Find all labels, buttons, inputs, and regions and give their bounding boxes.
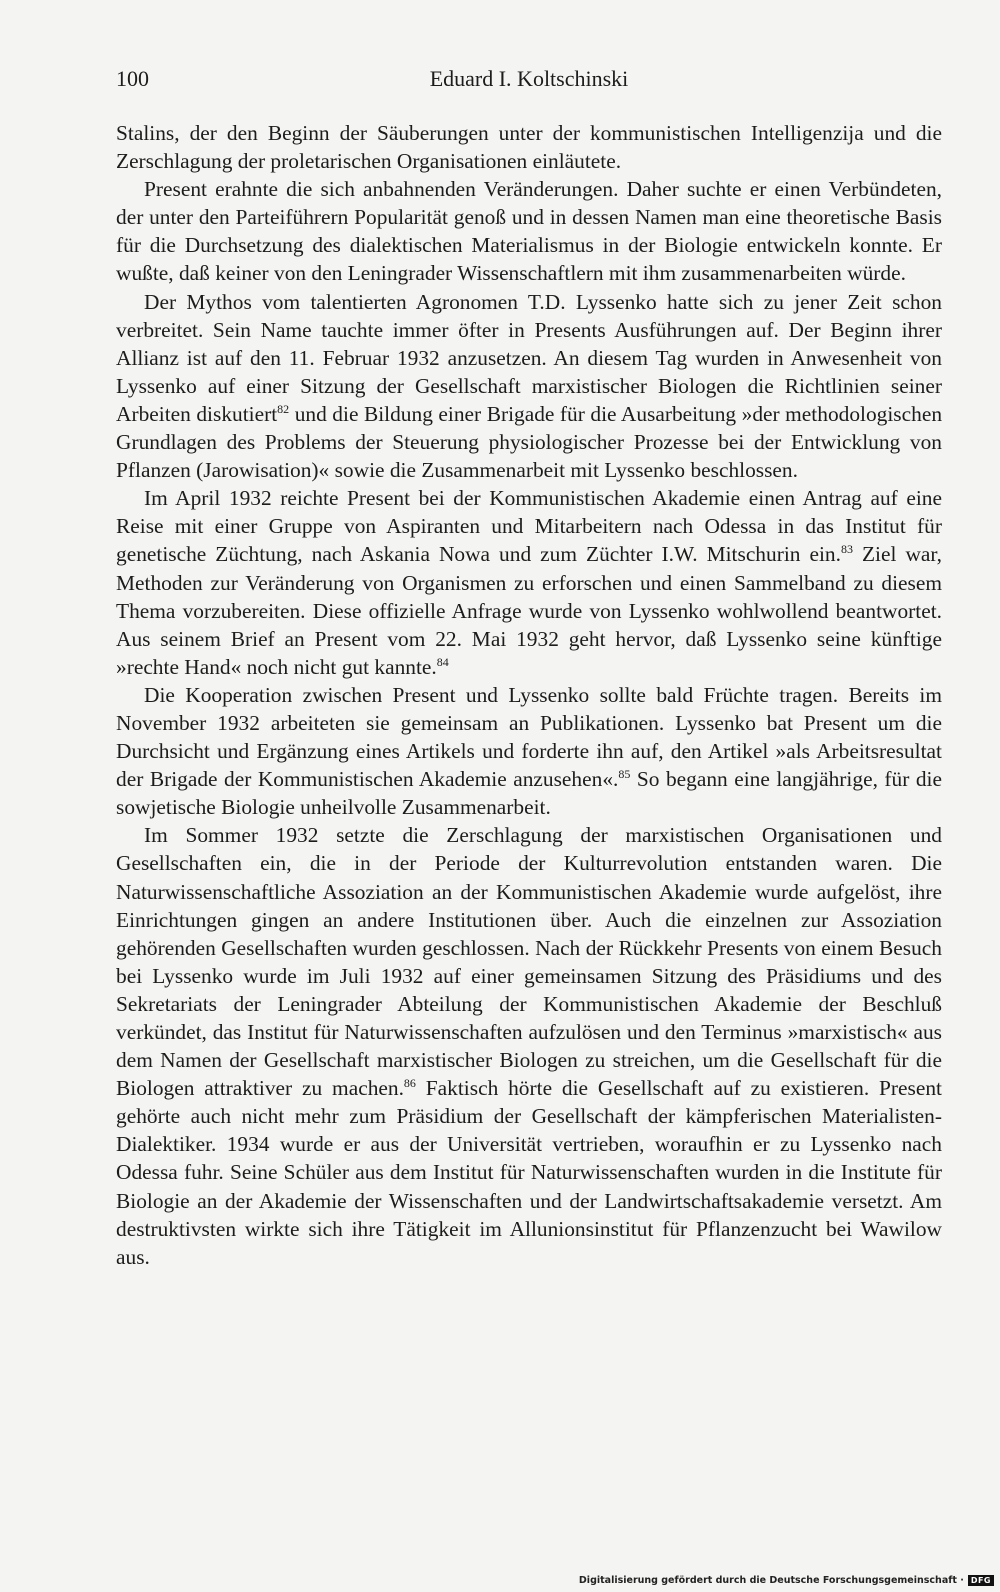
paragraph: Stalins, der den Beginn der Säuberungen unter der kommunistischen Intelligenzija und die Zerschlagung der proletarischen Organisationen einläutete. — [116, 121, 942, 174]
paragraph: Die Kooperation zwischen Present und Lyssenko sollte bald Früchte tragen. Bereits im November 1932 arbeiteten sie gemeinsam an Publikationen. Lyssenko bat Present um die Durchsicht und Ergänzung eines Artikels und forderte ihn auf, den Artikel »als Arbeitsresultat der Brigade der Kommunistischen Akademie anzusehen«.$^{85}$ So begann eine langjährige, für die sowjetische Biologie unheilvolle Zusammenarbeit. — [116, 682, 942, 820]
dfg-logo-icon: DFG — [968, 1575, 994, 1586]
digitization-footer — [579, 1572, 994, 1588]
paragraph: Der Mythos vom talentierten Agronomen T.D. Lyssenko hatte sich zu jener Zeit schon verbreitet. Sein Name tauchte immer öfter in Presents Ausführungen auf. Der Beginn ihrer Allianz ist auf den 11. Februar 1932 anzusetzen. An diesem Tag wurden in Anwesenheit von Lyssenko auf einer Sitzung der Gesellschaft marxistischer Biologen die Richtlinien seiner Arbeiten diskutiert$^{82}$ und die Bildung einer Brigade für die Ausarbeitung »der methodologischen Grundlagen des Problems der Steuerung physiologischer Prozesse bei der Entwicklung von Pflanzen (Jarowisation)« sowie die Zusammenarbeit mit Lyssenko beschlossen. — [116, 289, 943, 483]
running-head — [116, 66, 942, 96]
footnote-ref-84[interactable]: 84 — [436, 654, 449, 669]
running-title: Eduard I. Koltschinski — [429, 66, 629, 91]
footnote-ref-86[interactable]: 86 — [403, 1076, 416, 1091]
paragraph: Im April 1932 reichte Present bei der Kommunistischen Akademie einen Antrag auf eine Reise mit einer Gruppe von Aspiranten und Mitarbeitern nach Odessa in das Institut für genetische Züchtung, nach Askania Nowa und zum Züchter I.W. Mitschurin ein.$^{83}$ Ziel war, Methoden zur Veränderung von Organismen zu erforschen und einen Sammelband zu diesem Thema vorzubereiten. Diese offizielle Anfrage wurde von Lyssenko wohlwollend beantwortet. Aus seinem Brief an Present vom 22. Mai 1932 geht hervor, daß Lyssenko seine künftige »rechte Hand« noch nicht gut kannte.$^{84}$ — [116, 486, 943, 679]
paragraph: Im Sommer 1932 setzte die Zerschlagung der marxistischen Organisationen und Gesellschaften ein, die in der Periode der Kulturrevolution entstanden waren. Die Naturwissenschaftliche Assoziation an der Kommunistischen Akademie wurde aufgelöst, ihre Einrichtungen gingen an andere Institutionen über. Auch die einzelnen zur Assoziation gehörenden Gesellschaften wurden geschlossen. Nach der Rückkehr Presents von einem Besuch bei Lyssenko wurde im Juli 1932 auf einer gemeinsamen Sitzung des Präsidiums und des Sekretariats der Leningrader Abteilung der Kommunistischen Akademie der Beschluß verkündet, das Institut für Naturwissenschaften aufzulösen und den Terminus »marxistisch« aus dem Namen der Gesellschaft marxistischer Biologen zu streichen, um die Gesellschaft für die Biologen attraktiver zu machen.$^{86}$ Faktisch hörte die Gesellschaft auf zu existieren. Present gehörte auch nicht mehr zum Präsidium der Gesellschaft der kämpferischen Materialisten-Dialektiker. 1934 wurde er aus der Universität vertrieben, woraufhin er zu Lyssenko nach Odessa fuhr. Seine Schüler aus dem Institut für Naturwissenschaften wurden in die Institute für Biologie an der Akademie der Wissenschaften und der Landwirtschaftsakademie versetzt. Am destruktivsten wirkte sich ihre Tätigkeit im Allunionsinstitut für Pflanzenzucht bei Wawilow aus. — [116, 823, 942, 1269]
footnote-ref-82[interactable]: 82 — [277, 401, 290, 416]
footer-text: Digitalisierung gefördert durch die Deutsche Forschungsgemeinschaft · — [578, 1574, 964, 1586]
footnote-ref-83[interactable]: 83 — [840, 542, 853, 557]
body-text — [116, 119, 942, 1271]
paragraph: Present erahnte die sich anbahnenden Veränderungen. Daher suchte er einen Verbündeten, der unter den Parteiführern Popularität genoß und in dessen Namen man eine theoretische Basis für die Durchsetzung des dialektischen Materialismus in der Biologie entwickeln konnte. Er wußte, daß keiner von den Leningrader Wissenschaftlern mit ihm zusammenarbeiten würde. — [116, 177, 942, 286]
page-number: 100 — [116, 66, 149, 91]
footnote-ref-85[interactable]: 85 — [618, 767, 631, 782]
